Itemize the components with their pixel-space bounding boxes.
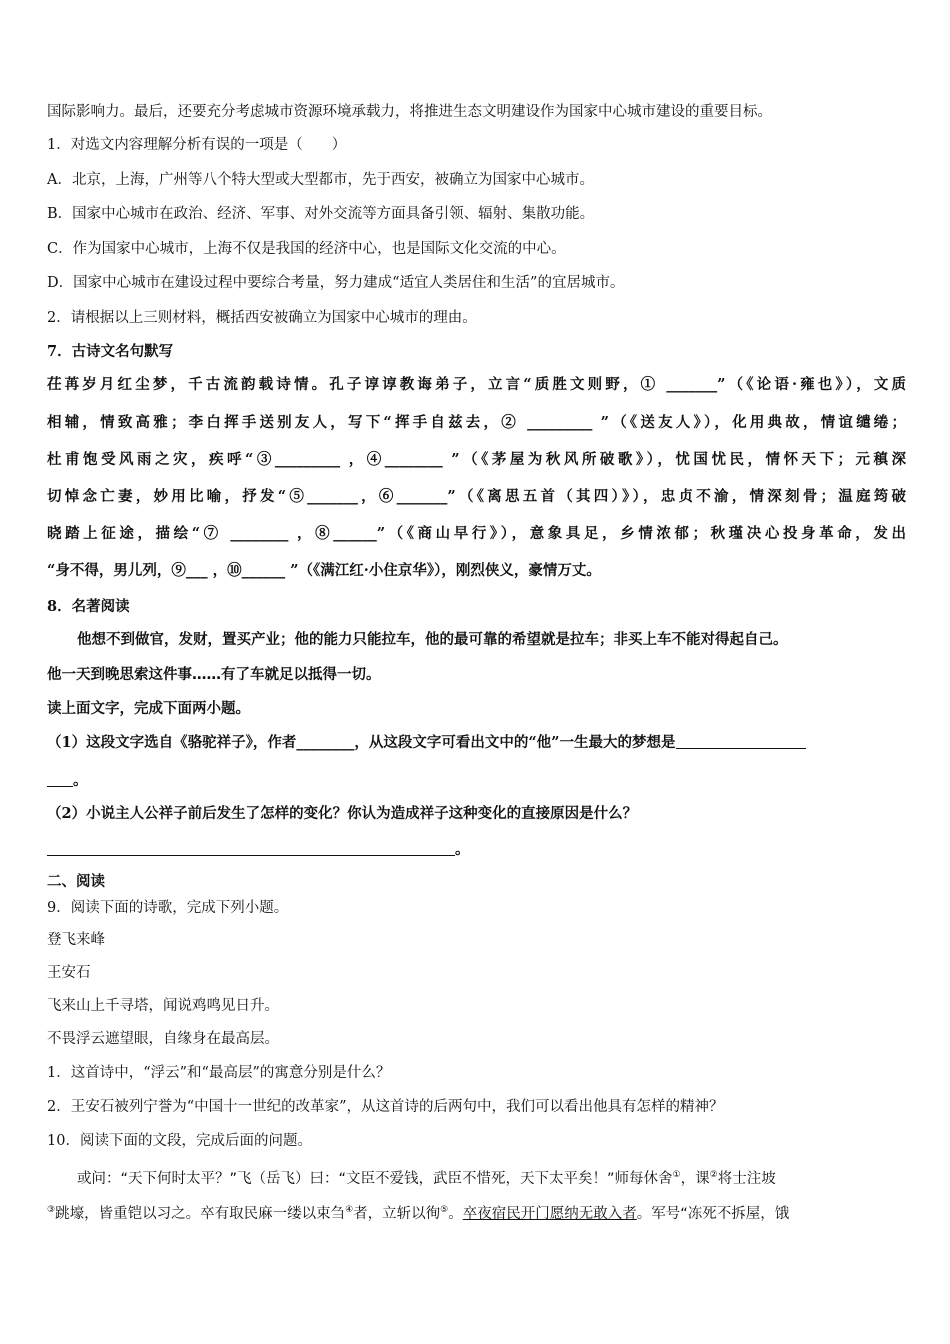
q10-text: 。军号“冻死不拆屋，饿 bbox=[636, 1205, 790, 1222]
q8-sub1-text: （1）这段文字选自《骆驼祥子》，作者________，从这段文字可看出文中的“他”一生最大的梦想是 bbox=[47, 734, 676, 751]
section-2-heading: 二、阅读 bbox=[47, 873, 105, 890]
q2-stem: 2．请根据以上三则材料，概括西安被确立为国家中心城市的理由。 bbox=[47, 310, 477, 326]
q9-subquestion-1: 1．这首诗中，“浮云”和“最高层”的寓意分别是什么？ bbox=[47, 1065, 391, 1081]
q8-sub1-answer-blank[interactable] bbox=[676, 733, 806, 749]
q9-subquestion-2: 2．王安石被列宁誉为“中国十一世纪的改革家”，从这首诗的后两句中，我们可以看出他具有怎样的精神？ bbox=[47, 1099, 724, 1115]
q10-text: 。 bbox=[448, 1205, 463, 1222]
poem-author: 王安石 bbox=[47, 965, 91, 981]
q8-sub1-end: 。 bbox=[73, 772, 88, 789]
q8-passage-1: 他想不到做官，发财，置买产业；他的能力只能拉车，他的最可靠的希望就是拉车；非买上车不能对得起自己。 bbox=[77, 632, 788, 648]
q1-option-a: A．北京，上海，广州等八个特大型或大型都市，先于西安，被确立为国家中心城市。 bbox=[47, 172, 594, 188]
q7-line-6: “身不得，男儿列，⑨___ ，⑩______ ”（《满江红·小住京华》），刚烈侠义，豪情万丈。 bbox=[47, 562, 601, 579]
q7-line-5: 晓踏上征途，描绘“⑦ ________ ，⑧______”（《商山早行》），意象具足，乡情浓郁；秋瑾决心投身革命，发出 bbox=[47, 525, 906, 542]
q8-sub1 bbox=[47, 733, 906, 753]
q7-line-1: 茌苒岁月红尘梦，千古流韵载诗情。孔子谆谆教诲弟子，立言“质胜文则野，① _______”（《论语·雍也》），文质 bbox=[47, 376, 906, 393]
q10-stem: 10．阅读下面的文段，完成后面的问题。 bbox=[47, 1133, 312, 1149]
q10-text: ，课 bbox=[680, 1170, 710, 1187]
q10-text: 跳壕，皆重铠以习之。卒有取民麻一缕以束刍 bbox=[55, 1205, 346, 1222]
q1-stem: 1．对选文内容理解分析有误的一项是（ ） bbox=[47, 137, 347, 153]
footnote-mark: ② bbox=[709, 1170, 718, 1180]
footnote-mark: ③ bbox=[47, 1205, 56, 1215]
q7-line-4: 切悼念亡妻，妙用比喻，抒发“⑤_______，⑥_______”（《离思五首（其四）》），忠贞不渝，情深刻骨；温庭筠破 bbox=[47, 488, 906, 505]
q8-sub2-answer bbox=[47, 840, 906, 860]
q10-text: 将士注坡 bbox=[717, 1170, 776, 1187]
q8-sub2: （2）小说主人公祥子前后发生了怎样的变化？你认为造成祥子这种变化的直接原因是什么？ bbox=[47, 805, 638, 822]
q8-sub1-answer-blank-cont[interactable] bbox=[47, 771, 73, 787]
footnote-mark: ④ bbox=[345, 1205, 354, 1215]
q8-heading: 8．名著阅读 bbox=[47, 598, 130, 615]
q7-line-2: 相辅，情致高雅；李白挥手送别友人，写下“挥手自兹去，② _________ ”（《送友人》），化用典故，情谊缱绻； bbox=[47, 414, 906, 431]
q9-stem: 9．阅读下面的诗歌，完成下列小题。 bbox=[47, 900, 289, 916]
q7-heading: 7．古诗文名句默写 bbox=[47, 343, 174, 360]
footnote-mark: ⑤ bbox=[440, 1205, 449, 1215]
q8-sub2-answer-blank[interactable] bbox=[47, 840, 455, 856]
poem-title: 登飞来峰 bbox=[47, 932, 105, 948]
q10-text: 或问：“天下何时太平？”飞（岳飞）曰：“文臣不爱钱，武臣不惜死，天下太平矣！”师每休舍 bbox=[77, 1170, 673, 1187]
q8-passage-2: 他一天到晚思索这件事……有了车就足以抵得一切。 bbox=[47, 667, 381, 683]
intro-line: 国际影响力。最后，还要充分考虑城市资源环境承载力，将推进生态文明建设作为国家中心城市建设的重要目标。 bbox=[47, 104, 772, 120]
underlined-sentence: 卒夜宿民开门愿纳无敢入者 bbox=[462, 1205, 637, 1222]
q10-text: 者，立斩以徇 bbox=[353, 1205, 441, 1222]
q10-passage-line-1 bbox=[77, 1165, 906, 1189]
footnote-mark: ① bbox=[672, 1170, 681, 1180]
q1-option-d: D．国家中心城市在建设过程中要综合考量，努力建成“适宜人类居住和生活”的宜居城市。 bbox=[47, 275, 625, 291]
q7-line-3: 杜甫饱受风雨之灾，疾呼“③_________ ，④________ ”（《茅屋为秋风所破歌》），忧国忧民，情怀天下；元稹深 bbox=[47, 451, 906, 468]
q1-option-c: C．作为国家中心城市，上海不仅是我国的经济中心，也是国际文化交流的中心。 bbox=[47, 241, 566, 257]
poem-verse-1: 飞来山上千寻塔，闻说鸡鸣见日升。 bbox=[47, 998, 279, 1014]
poem-verse-2: 不畏浮云遮望眼，自缘身在最高层。 bbox=[47, 1031, 279, 1047]
q10-passage-line-2 bbox=[47, 1200, 906, 1224]
q8-sub2-end: 。 bbox=[455, 841, 470, 858]
q8-sub1-continued bbox=[47, 771, 906, 791]
q8-instruction: 读上面文字，完成下面两小题。 bbox=[47, 700, 250, 717]
q1-option-b: B．国家中心城市在政治、经济、军事、对外交流等方面具备引领、辐射、集散功能。 bbox=[47, 206, 595, 222]
